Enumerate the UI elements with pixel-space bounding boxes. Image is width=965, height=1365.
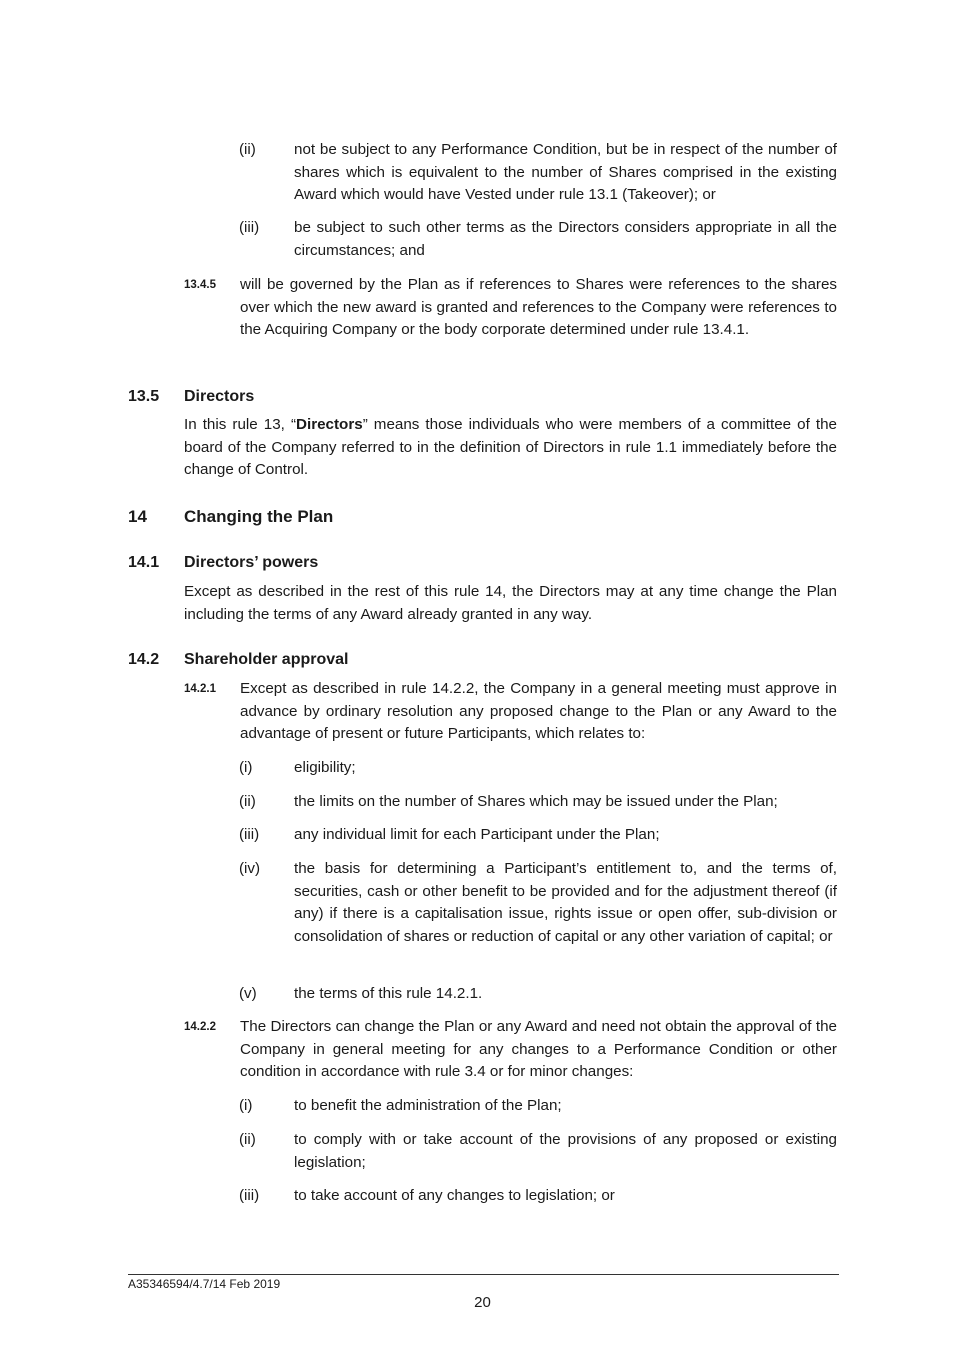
clause-number: 14.2.2 (184, 1021, 216, 1033)
section-number: 14 (128, 507, 147, 526)
section-title: Directors’ powers (184, 554, 319, 571)
list-item-text: to benefit the administration of the Plan; (294, 1097, 562, 1114)
clause-number: 14.2.1 (184, 683, 216, 695)
clause-text: Except as described in rule 14.2.2, the Company in a general meeting must approve in advance by ordinary resolution any proposed change to the Plan or any Award to the advantage of present or future Participants, which relates to: (240, 680, 837, 743)
section-title: Shareholder approval (184, 651, 349, 668)
list-item-number: (iv) (239, 860, 261, 877)
list-item-text: to comply with or take account of the provisions of any proposed or existing legislation; (294, 1131, 837, 1171)
section-title: Changing the Plan (184, 507, 334, 526)
list-item-text: eligibility; (294, 759, 356, 776)
defined-term: Directors (296, 416, 363, 433)
section-body: Except as described in the rest of this rule 14, the Directors may at any time change the Plan including the terms of any Award already granted in any way. (184, 583, 837, 623)
section-number: 13.5 (128, 388, 160, 405)
list-item-text: not be subject to any Performance Condition, but be in respect of the number of shares which is equivalent to the number of Shares comprised in the existing Award which would have Vested under rule 13.1 (Takeover); or (294, 141, 837, 204)
list-item-number: (ii) (239, 793, 256, 810)
list-item-number: (iii) (239, 1187, 260, 1204)
clause-text: The Directors can change the Plan or any Award and need not obtain the approval of the Company in general meeting for any changes to a Performance Condition or other condition in accordance with rule 3.4 or for minor changes: (240, 1018, 837, 1081)
section-number: 14.1 (128, 554, 160, 571)
list-item-text: to take account of any changes to legislation; or (294, 1187, 615, 1204)
list-item-text: the limits on the number of Shares which may be issued under the Plan; (294, 793, 778, 810)
footer-divider (128, 1274, 839, 1275)
section-number: 14.2 (128, 651, 160, 668)
list-item-text: any individual limit for each Participant under the Plan; (294, 826, 660, 843)
list-item-number: (iii) (239, 219, 260, 236)
document-reference: A35346594/4.7/14 Feb 2019 (128, 1277, 281, 1291)
list-item-number: (i) (239, 1097, 253, 1114)
clause-text: will be governed by the Plan as if references to Shares were references to the shares over which the new award is granted and references to the Company were references to the Acquiring Company or the body corporate determined under rule 13.4.1. (240, 276, 837, 339)
list-item-text: be subject to such other terms as the Directors considers appropriate in all the circumstances; and (294, 219, 837, 259)
list-item-number: (ii) (239, 1131, 256, 1148)
list-item-number: (i) (239, 759, 253, 776)
list-item-number: (ii) (239, 141, 256, 158)
body-text: In this rule 13, “ (184, 416, 296, 433)
list-item-text: the terms of this rule 14.2.1. (294, 985, 483, 1002)
section-body (184, 414, 837, 482)
list-item-number: (iii) (239, 826, 260, 843)
body-text: ” means those individuals who were members of a committee of the board of the Company referred to in the definition of Directors in rule 1.1 immediately before the change of Control. (184, 416, 837, 479)
section-title: Directors (184, 388, 255, 405)
list-item-number: (v) (239, 985, 257, 1002)
clause-number: 13.4.5 (184, 279, 216, 291)
list-item-text: the basis for determining a Participant’s entitlement to, and the terms of, securities, cash or other benefit to be provided and for the adjustment thereof (if any) if there is a capitalisation issue, rights issue or open offer, sub-division or consolidation of shares or reduction of capital or any other variation of capital; or (294, 860, 837, 945)
page-number: 20 (474, 1294, 491, 1311)
